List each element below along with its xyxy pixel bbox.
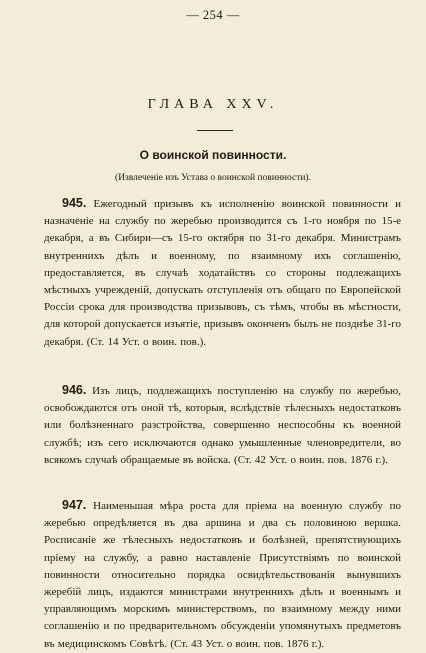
page-number: — 254 — — [186, 8, 240, 22]
article-text: Наименьшая мѣра роста для пріема на военную службу по жеребью опредѣляется въ два аршина и два съ половиною вершка. Росписаніе же тѣлесныхъ недостатковъ и болѣзней, препятствующихъ пріему на службу, а равно наставленіе Присутствіямъ по воинской повинности относительно порядка освидѣтельствованія вынувшихъ жеребій лицъ, издаются министрами внутреннихъ дѣлъ и военнымъ и управляющимъ морскимъ министерствомъ, по взаимному между ними соглашенію и по предварительномъ обсужденіи упомянутыхъ предметовъ въ медицинскомъ Совѣтѣ. (Ст. 43 Уст. о воин. пов. 1876 г.). — [44, 500, 401, 650]
article-paragraph — [44, 195, 401, 351]
article-945 — [44, 195, 401, 351]
article-number: 946. — [62, 383, 87, 397]
article-947 — [44, 497, 401, 653]
article-number: 945. — [62, 196, 87, 210]
extract-note: (Извлеченіе изъ Устава о воинской повинности). — [115, 173, 311, 183]
article-text: Изъ лицъ, подлежащихъ поступленію на службу по жеребью, освобождаются отъ оной тѣ, которыя, вслѣдствіе тѣлесныхъ недостатковъ или болѣзненнаго разстройства, совершенно неспособны къ военной службѣ; изъ сего исключаются однако умышленные членовредители, во всякомъ случаѣ обращаемые въ войска. (Ст. 42 Уст. о воин. пов. 1876 г.). — [44, 385, 402, 466]
section-title: О воинской повинности. — [139, 148, 287, 162]
chapter-title: ГЛАВА XXV. — [147, 97, 279, 112]
article-946 — [44, 382, 401, 469]
article-paragraph — [44, 382, 401, 469]
title-divider — [197, 130, 233, 131]
article-number: 947. — [62, 498, 87, 512]
article-text: Ежегодный призывъ къ исполненію воинской повинности и назначеніе на службу по жеребью производится съ 1-го ноября по 15-е декабря, а въ Сибири—съ 15-го октября по 31-го декабря. Министрамъ внутреннихъ дѣлъ и военному, по взаимному ихъ соглашенію, предоставляется, въ случаѣ ходатайствъ со стороны подлежащихъ мѣстныхъ учрежденій, допускать отступленія отъ общаго по Европейской Россіи срока для производства призывовъ, съ тѣмъ, чтобы въ мѣстности, для которой допускается изъятіе, призывъ оконченъ былъ не позднѣе 31-го декабря. (Ст. 14 Уст. о воин. пов.). — [44, 198, 401, 348]
article-paragraph — [44, 497, 401, 653]
